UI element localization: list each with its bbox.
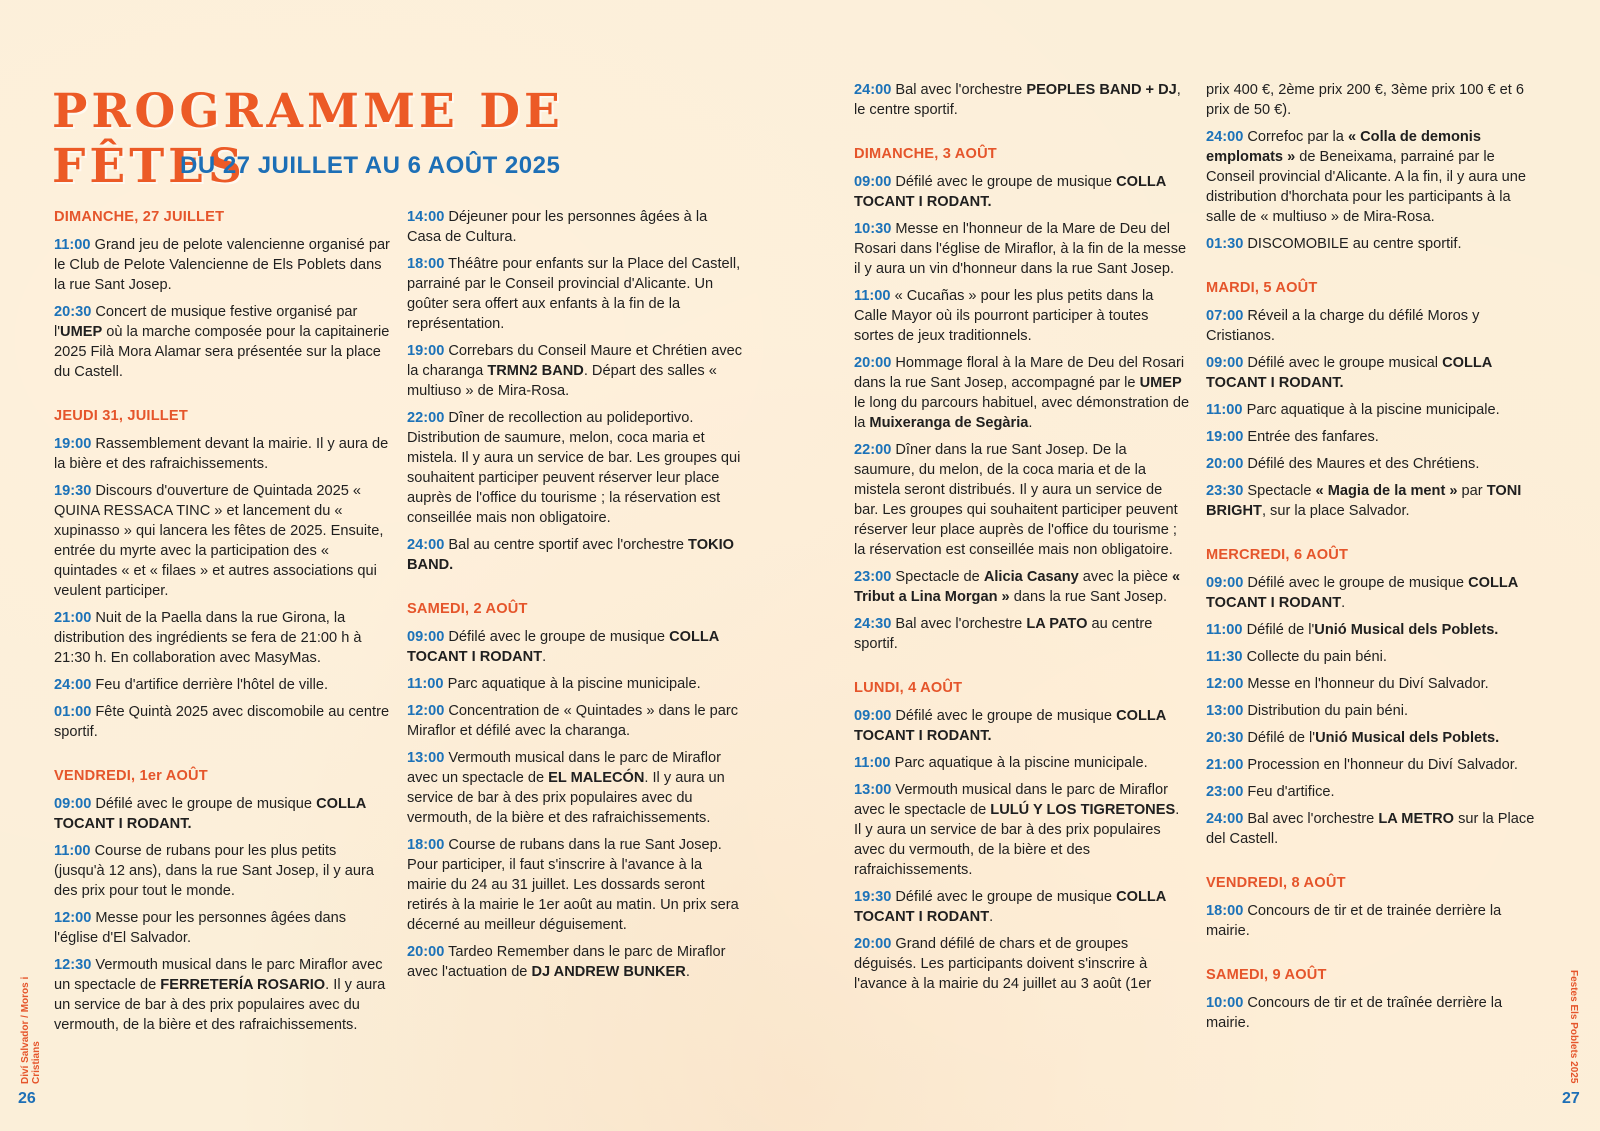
event-text: Collecte du pain béni. — [1246, 649, 1387, 665]
day-heading: SAMEDI, 9 AOÛT — [1206, 967, 1327, 983]
event-text: Tardeo Remember dans le parc de Miraflor avec l'actuation de — [407, 944, 726, 980]
event-time: 18:00 — [407, 256, 445, 272]
event-time: 09:00 — [1206, 355, 1244, 371]
event-time: 24:30 — [854, 616, 892, 632]
event-text: . — [542, 649, 547, 665]
event-time: 10:30 — [854, 221, 892, 237]
event-time: 20:00 — [407, 944, 445, 960]
event-text: Dîner de recollection au polideportivo. Distribution de saumure, melon, coca maria et mistela. Il y aura un service de bar. Les groupes qui souhaitent participer peuvent réserver leur place auprès de l'office du tourisme ; la réservation est conseillée mais non obligatoire. — [407, 410, 741, 526]
event-time: 22:00 — [854, 442, 892, 458]
event-text: Défilé des Maures et des Chrétiens. — [1247, 456, 1480, 472]
event-time: 13:00 — [854, 782, 892, 798]
event-text: Défilé avec le groupe de musique — [895, 174, 1117, 190]
event-text: . Il y aura un service de bar à des prix populaires avec du vermouth, de la bière et des rafraichissements. — [54, 977, 386, 1033]
left-page-number: 26 — [18, 1090, 36, 1107]
event-time: 12:00 — [407, 703, 445, 719]
event-text: Bal avec l'orchestre — [1247, 811, 1379, 827]
event-entry — [407, 942, 743, 982]
event-time: 13:00 — [407, 750, 445, 766]
event-highlight: TOKIO BAND. — [407, 537, 734, 573]
event-text: avec la pièce — [1078, 569, 1173, 585]
event-text: Dîner dans la rue Sant Josep. De la saumure, du melon, de la coca maria et de la mistela seront distribués. Il y aura un service de bar. Les groupes qui souhaitent participer peuvent réserver leur place auprès de l'office du tourisme ; la réservation est conseillée mais non obligatoire. — [854, 442, 1178, 558]
day-heading: VENDREDI, 8 AOÛT — [1206, 875, 1346, 891]
event-text: . — [685, 964, 690, 980]
event-text: Nuit de la Paella dans la rue Girona, la distribution des ingrédients se fera de 21:00 h à 21:30 h. En collaboration avec MasyMas. — [54, 610, 362, 666]
event-text: « Cucañas » pour les plus petits dans la Calle Mayor où ils pourront participer à toutes sortes de jeux traditionnels. — [854, 288, 1154, 344]
left-vertical-caption: Diví Salvador / Moros i Cristians — [20, 976, 42, 1084]
event-entry — [854, 753, 1190, 773]
event-text: Défilé avec le groupe de musique — [95, 796, 317, 812]
event-entry — [54, 481, 390, 601]
schedule-column-4 — [1206, 80, 1542, 1040]
event-text: Concours de tir et de traînée derrière la mairie. — [1206, 995, 1503, 1031]
event-entry — [854, 934, 1190, 994]
page-title: PROGRAMME DE FÊTES — [52, 84, 564, 194]
event-text: Grand défilé de chars et de groupes déguisés. Les participants doivent s'inscrire à l'avance à la mairie du 24 juillet au 3 août (1er — [854, 936, 1152, 992]
event-time: 24:00 — [854, 82, 892, 98]
day-heading: VENDREDI, 1er AOÛT — [54, 768, 208, 784]
event-entry — [1206, 993, 1542, 1033]
event-highlight: Alicia Casany — [983, 569, 1079, 585]
event-entry — [854, 887, 1190, 927]
event-entry — [407, 408, 743, 528]
event-entry — [407, 207, 743, 247]
event-text: Correfoc par la — [1247, 129, 1348, 145]
event-text: Parc aquatique à la piscine municipale. — [894, 755, 1148, 771]
event-text: Concert de musique festive organisé par l' — [54, 304, 358, 340]
event-entry — [54, 955, 390, 1035]
event-entry — [54, 675, 390, 695]
event-entry — [1206, 782, 1542, 802]
event-text: Parc aquatique à la piscine municipale. — [447, 676, 701, 692]
event-time: 09:00 — [407, 629, 445, 645]
event-highlight: TRMN2 BAND — [487, 363, 584, 379]
event-entry — [854, 614, 1190, 654]
event-text: Course de rubans pour les plus petits (jusqu'à 12 ans), dans la rue Sant Josep, il y aura des prix pour tout le monde. — [54, 843, 374, 899]
event-text: Messe pour les personnes âgées dans l'église d'El Salvador. — [54, 910, 347, 946]
event-text: . — [1028, 415, 1033, 431]
event-time: 20:30 — [1206, 730, 1244, 746]
event-time: 11:00 — [54, 237, 91, 253]
day-heading: MERCREDI, 6 AOÛT — [1206, 547, 1349, 563]
event-highlight: « Tribut a Lina Morgan » — [854, 569, 1181, 605]
event-time: 09:00 — [1206, 575, 1244, 591]
event-time: 19:00 — [407, 343, 445, 359]
event-time: 11:00 — [54, 843, 91, 859]
event-text: dans la rue Sant Josep. — [1009, 589, 1168, 605]
event-entry — [407, 835, 743, 935]
event-highlight: EL MALECÓN — [548, 770, 645, 786]
event-text: Parc aquatique à la piscine municipale. — [1246, 402, 1500, 418]
event-time: 01:00 — [54, 704, 92, 720]
event-time: 09:00 — [54, 796, 92, 812]
event-text: Messe en l'honneur de la Mare de Deu del Rosari dans l'église de Miraflor, à la fin de la messe il y aura un vin d'honneur dans la rue Sant Josep. — [854, 221, 1187, 277]
event-text: au centre sportif. — [854, 616, 1153, 652]
event-text: Vermouth musical dans le parc Miraflor avec un spectacle de — [54, 957, 383, 993]
event-entry — [854, 780, 1190, 880]
day-heading: DIMANCHE, 27 JUILLET — [54, 209, 225, 225]
event-entry — [407, 341, 743, 401]
event-time: 24:00 — [1206, 129, 1244, 145]
day-heading: LUNDI, 4 AOÛT — [854, 680, 963, 696]
event-highlight: LA METRO — [1378, 811, 1455, 827]
event-highlight: LA PATO — [1026, 616, 1088, 632]
event-highlight: COLLA TOCANT I RODANT. — [854, 174, 1166, 210]
event-entry — [407, 674, 743, 694]
event-entry — [407, 701, 743, 741]
event-highlight: UMEP — [60, 324, 103, 340]
event-time: 20:30 — [54, 304, 92, 320]
event-entry — [854, 286, 1190, 346]
event-text: Bal au centre sportif avec l'orchestre — [448, 537, 689, 553]
event-entry — [407, 254, 743, 334]
day-heading: JEUDI 31, JUILLET — [54, 408, 188, 424]
event-entry — [1206, 306, 1542, 346]
event-highlight: Unió Musical dels Poblets. — [1314, 622, 1499, 638]
event-highlight: Muixeranga de Segària — [869, 415, 1029, 431]
event-text: Discours d'ouverture de Quintada 2025 « QUINA RESSACA TINC » et lancement du « xupinasso » qui lancera les fêtes de 2025. Ensuite, entrée du myrte avec la participation des « quintades « et « filaes » et autres associations qui veulent participer. — [54, 483, 384, 599]
event-text: par — [1457, 483, 1487, 499]
event-time: 23:30 — [1206, 483, 1244, 499]
event-text: Distribution du pain béni. — [1247, 703, 1409, 719]
event-text: . Il y aura un service de bar à des prix populaires avec du vermouth, de la bière et des rafraichissements. — [854, 802, 1180, 878]
event-highlight: Unió Musical dels Poblets. — [1315, 730, 1500, 746]
event-text: de Beneixama, parrainé par le Conseil provincial d'Alicante. A la fin, il y aura une distribution d'horchata pour les participants à la salle de « multiuso » de Mira-Rosa. — [1206, 149, 1526, 225]
event-highlight: COLLA TOCANT I RODANT. — [54, 796, 366, 832]
day-heading: DIMANCHE, 3 AOÛT — [854, 146, 997, 162]
event-entry — [854, 172, 1190, 212]
event-text: Feu d'artifice derrière l'hôtel de ville. — [95, 677, 329, 693]
event-time: 23:00 — [854, 569, 892, 585]
event-entry — [1206, 127, 1542, 227]
event-entry — [1206, 728, 1542, 748]
event-entry — [54, 434, 390, 474]
event-text: Spectacle — [1247, 483, 1316, 499]
event-time: 21:00 — [54, 610, 92, 626]
event-entry — [54, 608, 390, 668]
event-time: 11:00 — [1206, 402, 1243, 418]
event-text: Défilé de l' — [1247, 730, 1316, 746]
day-heading: SAMEDI, 2 AOÛT — [407, 601, 528, 617]
event-text: le long du parcours habituel, avec démonstration de la — [854, 395, 1190, 431]
event-time: 19:00 — [1206, 429, 1244, 445]
event-highlight: TONI BRIGHT — [1206, 483, 1522, 519]
event-text: Entrée des fanfares. — [1247, 429, 1379, 445]
event-time: 24:00 — [407, 537, 445, 553]
event-text: DISCOMOBILE au centre sportif. — [1247, 236, 1462, 252]
event-text: Bal avec l'orchestre — [895, 616, 1027, 632]
event-entry — [1206, 901, 1542, 941]
event-text: Défilé avec le groupe de musique — [1247, 575, 1469, 591]
event-entry — [54, 841, 390, 901]
event-text: Feu d'artifice. — [1247, 784, 1335, 800]
event-highlight: FERRETERÍA ROSARIO — [160, 977, 326, 993]
event-text: . Départ des salles « multiuso » de Mira-Rosa. — [407, 363, 717, 399]
event-entry — [854, 80, 1190, 120]
event-highlight: « Magia de la ment » — [1315, 483, 1458, 499]
schedule-column-1 — [54, 207, 390, 1042]
event-time: 12:00 — [54, 910, 92, 926]
event-time: 07:00 — [1206, 308, 1244, 324]
event-text: . — [1341, 595, 1346, 611]
event-entry — [407, 748, 743, 828]
event-text: où la marche composée pour la capitainerie 2025 Filà Mora Alamar sera présentée sur la place du Castell. — [54, 324, 390, 380]
event-highlight: COLLA TOCANT I RODANT — [407, 629, 719, 665]
event-time: 18:00 — [1206, 903, 1244, 919]
event-time: 01:30 — [1206, 236, 1244, 252]
event-time: 20:00 — [854, 936, 892, 952]
event-highlight: DJ ANDREW BUNKER — [531, 964, 686, 980]
event-time: 09:00 — [854, 708, 892, 724]
event-text: Concours de tir et de trainée derrière la mairie. — [1206, 903, 1502, 939]
event-text: Vermouth musical dans le parc de Miraflor avec le spectacle de — [854, 782, 1168, 818]
event-time: 24:00 — [1206, 811, 1244, 827]
event-text: Défilé avec le groupe de musique — [895, 708, 1117, 724]
event-entry — [854, 567, 1190, 607]
event-text: sur la Place del Castell. — [1206, 811, 1535, 847]
event-text: Vermouth musical dans le parc de Miraflor avec un spectacle de — [407, 750, 721, 786]
event-time: 11:00 — [1206, 622, 1243, 638]
event-time: 13:00 — [1206, 703, 1244, 719]
event-time: 12:30 — [54, 957, 92, 973]
event-entry — [54, 235, 390, 295]
event-time: 22:00 — [407, 410, 445, 426]
event-time: 11:30 — [1206, 649, 1243, 665]
event-entry — [1206, 573, 1542, 613]
event-highlight: COLLA TOCANT I RODANT. — [1206, 355, 1492, 391]
event-text: Procession en l'honneur du Diví Salvador. — [1247, 757, 1518, 773]
event-time: 11:00 — [854, 288, 891, 304]
event-text: Défilé de l' — [1246, 622, 1315, 638]
event-entry — [1206, 427, 1542, 447]
event-entry — [854, 219, 1190, 279]
event-entry — [1206, 454, 1542, 474]
event-entry — [1206, 353, 1542, 393]
event-text: Défilé avec le groupe musical — [1247, 355, 1443, 371]
event-time: 14:00 — [407, 209, 445, 225]
event-entry — [854, 706, 1190, 746]
right-page-number: 27 — [1562, 1090, 1580, 1107]
event-time: 19:30 — [854, 889, 892, 905]
event-time: 20:00 — [1206, 456, 1244, 472]
event-time: 20:00 — [854, 355, 892, 371]
event-text: Grand jeu de pelote valencienne organisé par le Club de Pelote Valencienne de Els Poblets dans la rue Sant Josep. — [54, 237, 390, 293]
event-highlight: COLLA TOCANT I RODANT. — [854, 708, 1166, 744]
event-time: 19:30 — [54, 483, 92, 499]
event-text: Déjeuner pour les personnes âgées à la Casa de Cultura. — [407, 209, 708, 245]
event-highlight: COLLA TOCANT I RODANT — [854, 889, 1166, 925]
event-entry — [1206, 701, 1542, 721]
event-entry — [1206, 80, 1542, 120]
event-time: 21:00 — [1206, 757, 1244, 773]
event-time: 10:00 — [1206, 995, 1244, 1011]
event-text: Fête Quintà 2025 avec discomobile au centre sportif. — [54, 704, 390, 740]
event-highlight: PEOPLES BAND + DJ — [1026, 82, 1177, 98]
event-highlight: « Colla de demonis emplomats » — [1206, 129, 1481, 165]
page-subtitle: DU 27 JUILLET AU 6 AOÛT 2025 — [180, 152, 561, 179]
event-text: prix 400 €, 2ème prix 200 €, 3ème prix 100 € et 6 prix de 50 €). — [1206, 82, 1525, 118]
event-entry — [1206, 809, 1542, 849]
schedule-column-2 — [407, 207, 743, 989]
event-text: , le centre sportif. — [854, 82, 1181, 118]
event-time: 18:00 — [407, 837, 445, 853]
event-entry — [407, 627, 743, 667]
event-entry — [854, 440, 1190, 560]
event-time: 24:00 — [54, 677, 92, 693]
event-entry — [54, 908, 390, 948]
event-highlight: LULÚ Y LOS TIGRETONES — [990, 802, 1176, 818]
event-time: 11:00 — [407, 676, 444, 692]
event-entry — [1206, 620, 1542, 640]
event-time: 23:00 — [1206, 784, 1244, 800]
right-vertical-caption: Festes Els Poblets 2025 — [1568, 970, 1579, 1084]
event-text: . — [989, 909, 994, 925]
event-highlight: UMEP — [1139, 375, 1182, 391]
event-text: , sur la place Salvador. — [1261, 503, 1410, 519]
event-text: Concentration de « Quintades » dans le parc Miraflor et défilé avec la charanga. — [407, 703, 739, 739]
event-time: 19:00 — [54, 436, 92, 452]
event-text: Rassemblement devant la mairie. Il y aura de la bière et des rafraichissements. — [54, 436, 389, 472]
event-entry — [1206, 234, 1542, 254]
event-text: Bal avec l'orchestre — [895, 82, 1027, 98]
event-text: Défilé avec le groupe de musique — [448, 629, 670, 645]
event-text: Hommage floral à la Mare de Deu del Rosari dans la rue Sant Josep, accompagné par le — [854, 355, 1185, 391]
event-entry — [407, 535, 743, 575]
event-entry — [1206, 400, 1542, 420]
event-text: Course de rubans dans la rue Sant Josep. Pour participer, il faut s'inscrire à l'avance à la mairie du 24 au 31 juillet. Les dossards seront retirés à la mairie le 1er août au matin. Un prix sera décerné au meilleur déguisement. — [407, 837, 739, 933]
event-entry — [54, 702, 390, 742]
event-text: . Il y aura un service de bar à des prix populaires avec du vermouth, de la bière et des rafraichissements. — [407, 770, 725, 826]
event-text: Théâtre pour enfants sur la Place del Castell, parrainé par le Conseil provincial d'Alicante. Un goûter sera offert aux enfants à la fin de la représentation. — [407, 256, 741, 332]
event-entry — [1206, 647, 1542, 667]
event-entry — [54, 794, 390, 834]
event-text: Défilé avec le groupe de musique — [895, 889, 1117, 905]
event-entry — [1206, 481, 1542, 521]
event-entry — [854, 353, 1190, 433]
schedule-column-3 — [854, 80, 1190, 1001]
event-entry — [1206, 674, 1542, 694]
event-text: Messe en l'honneur du Diví Salvador. — [1247, 676, 1489, 692]
event-entry — [54, 302, 390, 382]
event-time: 12:00 — [1206, 676, 1244, 692]
event-time: 09:00 — [854, 174, 892, 190]
event-text: Spectacle de — [895, 569, 984, 585]
event-highlight: COLLA TOCANT I RODANT — [1206, 575, 1518, 611]
event-time: 11:00 — [854, 755, 891, 771]
day-heading: MARDI, 5 AOÛT — [1206, 280, 1318, 296]
event-text: Correbars du Conseil Maure et Chrétien avec la charanga — [407, 343, 743, 379]
event-entry — [1206, 755, 1542, 775]
event-text: Réveil a la charge du défilé Moros y Cristianos. — [1206, 308, 1480, 344]
